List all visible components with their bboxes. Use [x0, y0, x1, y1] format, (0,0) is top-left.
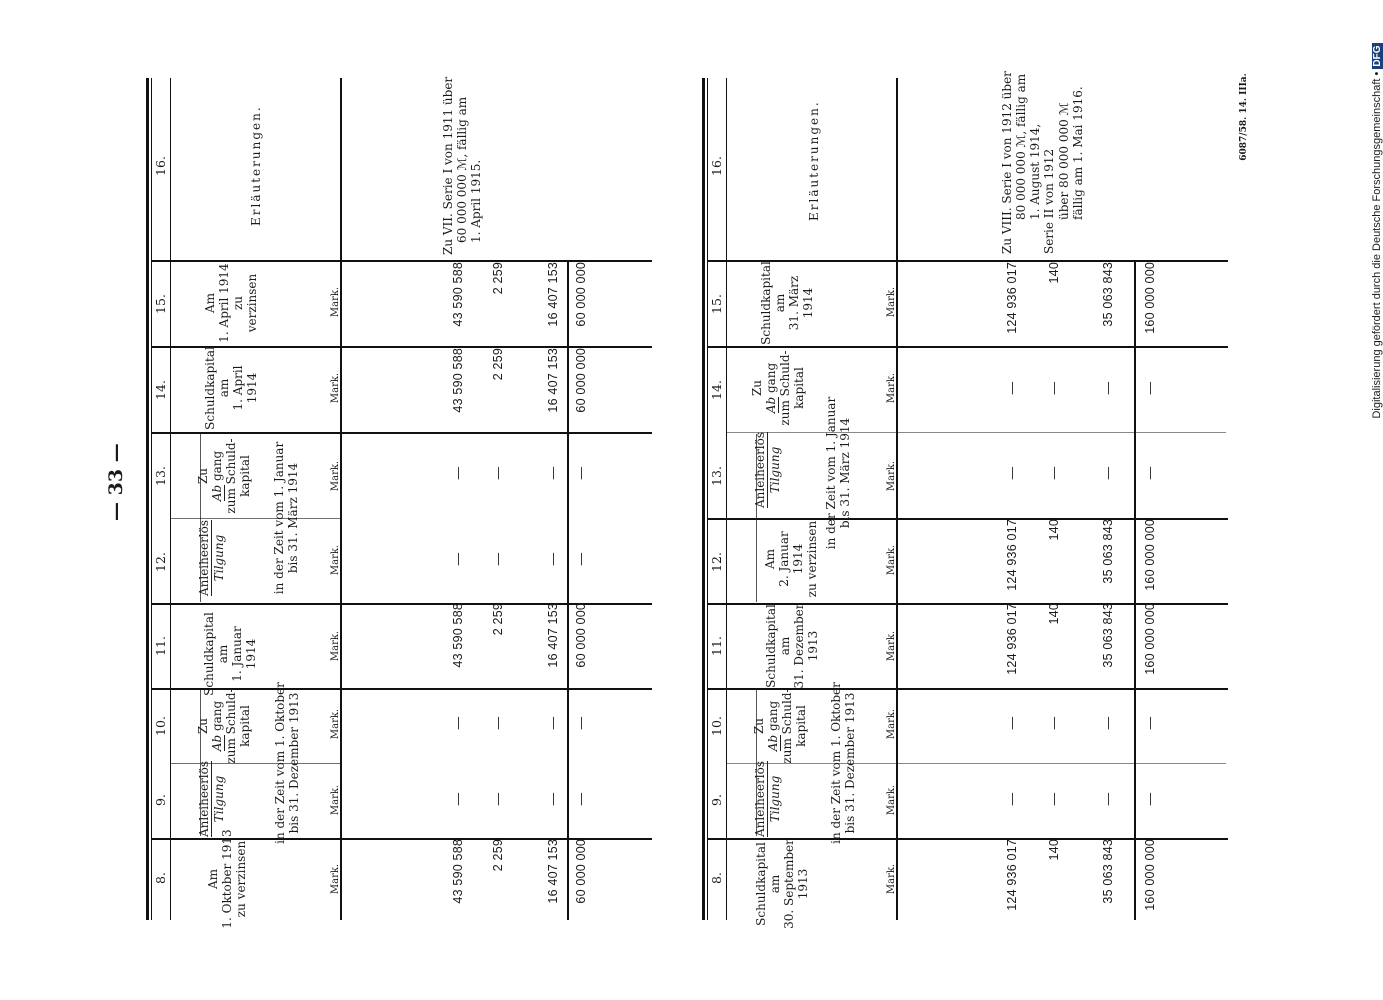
col-number: 16. — [153, 156, 168, 176]
t2-header-col10 — [752, 688, 808, 764]
page-number-value: 33 — [105, 468, 127, 496]
t1-header-col12 — [197, 519, 233, 597]
t1-header-col11 — [202, 612, 280, 696]
cell: — — [1101, 716, 1115, 730]
header-line: 1. April 1914 — [217, 263, 232, 343]
col-number: 8. — [153, 872, 168, 884]
cell: — — [1101, 381, 1115, 395]
col-number: 14. — [709, 380, 724, 400]
unit-label: Mark. — [886, 863, 897, 895]
header-line: zum Schuld- — [778, 350, 793, 426]
cell: 124 936 017 — [1005, 839, 1019, 911]
header-zu: Zu — [196, 467, 210, 485]
header-line: 1. Januar — [230, 626, 245, 682]
header-zu: Zu — [196, 717, 210, 735]
header-line: 31. Dezember — [792, 603, 807, 689]
cell-sum: — — [574, 792, 588, 806]
col-number: 13. — [709, 466, 724, 486]
cell-sum: 160 000 000 — [1143, 603, 1157, 675]
cell: 2 259 — [491, 839, 505, 872]
header-line: Schuldkapital — [203, 346, 217, 430]
col-number: 9. — [709, 794, 724, 806]
unit-label: Mark. — [886, 544, 897, 576]
header-gang: gang — [210, 450, 225, 482]
header-ab: Ab — [766, 734, 781, 752]
cell-sum: 60 000 000 — [574, 348, 588, 413]
unit-label: Mark. — [886, 784, 897, 816]
t1-header-col15 — [203, 261, 279, 345]
header-line: am — [778, 636, 793, 656]
unit-label: Mark. — [330, 708, 341, 740]
t1-header-col13 — [196, 438, 252, 514]
header-gang: gang — [764, 362, 779, 394]
header-line: 1914 — [244, 638, 259, 670]
t2-header-col9 — [753, 760, 789, 838]
header-line: Am — [203, 292, 217, 314]
cell: — — [1047, 381, 1061, 395]
note-line: fällig am 1. Mai 1916. — [1070, 86, 1085, 220]
note-line: Zu VII. Serie I von 1911 über — [441, 76, 455, 255]
header-line: 30. September — [782, 839, 797, 929]
header-line: zum Schuld- — [224, 688, 239, 764]
t1-header-col10 — [196, 688, 252, 764]
note-line: Serie II von 1912 — [1042, 148, 1057, 254]
header-line: 1914 — [791, 543, 806, 575]
header-line: 31. März — [787, 275, 802, 331]
header-line: zum Schuld- — [224, 438, 239, 514]
cell: 35 063 843 — [1101, 603, 1115, 668]
header-line: Anleiheerlös — [753, 431, 767, 509]
header-line: in der Zeit vom 1. Januar — [824, 396, 838, 550]
header-line: verzinsen — [245, 273, 260, 333]
header-line: bis 31. März 1914 — [286, 462, 301, 574]
page-dash-right: — — [105, 443, 127, 463]
cell: 43 590 588 — [451, 839, 465, 904]
cell: — — [546, 792, 560, 806]
cell: 16 407 153 — [546, 348, 560, 413]
header-line: Erläuterungen. — [807, 100, 821, 221]
page-dash-left: — — [105, 502, 127, 521]
col-number: 15. — [709, 294, 724, 314]
cell: 35 063 843 — [1101, 839, 1115, 904]
col-number: 12. — [153, 552, 168, 572]
cell: — — [491, 716, 505, 730]
col-number: 8. — [709, 872, 724, 884]
cell: 35 063 843 — [1101, 262, 1115, 327]
header-line: Schuldkapital — [764, 604, 778, 688]
cell: 43 590 588 — [451, 603, 465, 668]
t2-header-period-jan — [824, 396, 860, 550]
col-number: 14. — [153, 380, 168, 400]
header-line: zum Schuld- — [780, 688, 795, 764]
header-line: 1. April — [231, 365, 246, 411]
t1-header-period-jan — [272, 441, 308, 595]
unit-label: Mark. — [330, 784, 341, 816]
t2-header-col14 — [750, 350, 806, 426]
col-number: 10. — [153, 716, 168, 736]
header-line: kapital — [238, 705, 253, 747]
header-line: am — [773, 293, 788, 313]
col-number: 15. — [153, 294, 168, 314]
header-line: in der Zeit vom 1. Oktober — [273, 682, 287, 844]
cell: — — [546, 466, 560, 480]
note-line: 1. August 1914, — [1028, 123, 1043, 220]
sidebar-credit — [1371, 31, 1383, 431]
header-line: Schuldkapital — [759, 261, 773, 345]
cell: — — [491, 552, 505, 566]
header-line: kapital — [238, 455, 253, 497]
cell: 140 — [1047, 839, 1061, 861]
cell: — — [1047, 716, 1061, 730]
unit-label: Mark. — [886, 286, 897, 318]
cell: — — [491, 792, 505, 806]
cell: — — [1005, 466, 1019, 480]
header-line: kapital — [792, 367, 807, 409]
header-ab: Ab — [764, 396, 779, 414]
cell-sum: — — [1143, 381, 1157, 395]
cell-sum: — — [1143, 716, 1157, 730]
note-line: 1. April 1915. — [469, 159, 484, 243]
t2-header-col8 — [754, 836, 832, 932]
dfg-logo: DFG — [1372, 45, 1383, 67]
header-line: 2. Januar — [777, 531, 792, 587]
col-number: 11. — [153, 636, 168, 656]
cell: — — [1101, 792, 1115, 806]
col-number: 11. — [709, 636, 724, 656]
cell: — — [451, 466, 465, 480]
header-line: Am — [206, 868, 220, 890]
t1-header-period-okt — [273, 682, 309, 844]
unit-label: Mark. — [886, 630, 897, 662]
cell: 2 259 — [491, 348, 505, 381]
cell: 124 936 017 — [1005, 262, 1019, 334]
t2-header-col15 — [759, 261, 835, 345]
cell-sum: 160 000 000 — [1143, 519, 1157, 591]
cell-sum: — — [574, 716, 588, 730]
header-line: zu — [231, 295, 246, 311]
header-line: zu verzinsen — [234, 840, 249, 918]
header-line: 1913 — [796, 868, 811, 900]
unit-label: Mark. — [330, 372, 341, 404]
header-line: Anleiheerlös — [197, 760, 211, 838]
t1-header-col14 — [203, 346, 279, 430]
cell-sum: — — [574, 466, 588, 480]
cell: — — [1005, 792, 1019, 806]
header-line: Tilgung — [768, 446, 783, 494]
cell: 43 590 588 — [451, 262, 465, 327]
header-zu: Zu — [752, 717, 766, 735]
t2-note — [1000, 64, 1110, 254]
cell: — — [546, 552, 560, 566]
header-line: in der Zeit vom 1. Oktober — [829, 682, 843, 844]
cell: — — [546, 716, 560, 730]
header-line: Tilgung — [212, 775, 227, 823]
header-line: Schuldkapital — [202, 612, 216, 696]
t1-note — [441, 76, 505, 255]
unit-label: Mark. — [330, 286, 341, 318]
header-gang: gang — [210, 700, 225, 732]
t2-header-col16 — [807, 101, 825, 221]
cell: — — [1047, 466, 1061, 480]
page-number — [105, 443, 129, 521]
unit-label: Mark. — [330, 544, 341, 576]
cell-sum: 160 000 000 — [1143, 839, 1157, 911]
cell-sum: 60 000 000 — [574, 839, 588, 904]
note-line: 80 000 000 ℳ, fällig am — [1014, 73, 1029, 220]
header-line: 1914 — [801, 287, 816, 319]
cell: — — [1101, 466, 1115, 480]
cell: — — [451, 716, 465, 730]
cell-sum: — — [1143, 792, 1157, 806]
cell-sum: 60 000 000 — [574, 603, 588, 668]
cell: — — [1005, 716, 1019, 730]
cell: 16 407 153 — [546, 603, 560, 668]
header-line: am — [217, 378, 232, 398]
cell: — — [451, 552, 465, 566]
header-line: Tilgung — [212, 534, 227, 582]
t2-header-col11 — [764, 598, 842, 694]
header-line: Tilgung — [768, 775, 783, 823]
cell-sum: — — [1143, 466, 1157, 480]
header-line: Am — [763, 548, 777, 570]
cell-sum: — — [574, 552, 588, 566]
header-line: 1914 — [245, 372, 260, 404]
header-zu: Zu — [750, 379, 764, 397]
header-line: zu verzinsen — [805, 520, 820, 598]
header-line: in der Zeit vom 1. Januar — [272, 441, 286, 595]
unit-label: Mark. — [886, 708, 897, 740]
cell: — — [451, 792, 465, 806]
sidebar-credit-text: Digitalisierung gefördert durch die Deutsche Forschungsgemeinschaft • — [1371, 71, 1383, 419]
note-line: Zu VIII. Serie I von 1912 über — [1000, 71, 1014, 254]
cell: — — [1047, 792, 1061, 806]
header-line: bis 31. März 1914 — [838, 417, 853, 529]
cell: 35 063 843 — [1101, 519, 1115, 584]
header-line: am — [768, 874, 783, 894]
cell: 16 407 153 — [546, 839, 560, 904]
cell: — — [491, 466, 505, 480]
unit-label: Mark. — [330, 630, 341, 662]
header-line: kapital — [794, 705, 809, 747]
cell: 2 259 — [491, 262, 505, 295]
note-line: 60 000 000 ℳ, fällig am — [455, 96, 470, 243]
col-number: 12. — [709, 552, 724, 572]
footer-code-text: 6087/58. 14. IIIa. — [1239, 73, 1249, 161]
footer-code — [1239, 67, 1253, 167]
cell: 43 590 588 — [451, 348, 465, 413]
header-line: Anleiheerlös — [197, 519, 211, 597]
cell-sum: 60 000 000 — [574, 262, 588, 327]
cell: 2 259 — [491, 603, 505, 636]
header-ab: Ab — [210, 484, 225, 502]
header-line: 1. Oktober 1913 — [220, 829, 235, 929]
cell: — — [1005, 381, 1019, 395]
cell: 124 936 017 — [1005, 519, 1019, 591]
unit-label: Mark. — [330, 863, 341, 895]
cell: 140 — [1047, 519, 1061, 541]
header-line: bis 31. Dezember 1913 — [287, 692, 302, 834]
t1-header-col8 — [206, 829, 268, 929]
unit-label: Mark. — [886, 372, 897, 404]
header-line: bis 31. Dezember 1913 — [843, 692, 858, 834]
cell: 140 — [1047, 262, 1061, 284]
unit-label: Mark. — [886, 460, 897, 492]
note-line: über 80 000 000 ℳ — [1056, 102, 1071, 220]
t2-header-period-okt — [829, 682, 865, 844]
col-number: 13. — [153, 466, 168, 486]
t1-header-col16 — [249, 106, 267, 226]
header-ab: Ab — [210, 734, 225, 752]
header-line: Anleiheerlös — [753, 760, 767, 838]
cell-sum: 160 000 000 — [1143, 262, 1157, 334]
header-line: Erläuterungen. — [249, 105, 263, 226]
col-number: 16. — [709, 156, 724, 176]
header-gang: gang — [766, 700, 781, 732]
unit-label: Mark. — [330, 460, 341, 492]
cell: 124 936 017 — [1005, 603, 1019, 675]
t2-header-col13 — [753, 431, 789, 509]
col-number: 10. — [709, 716, 724, 736]
header-line: am — [216, 644, 231, 664]
cell: 140 — [1047, 603, 1061, 625]
col-number: 9. — [153, 794, 168, 806]
header-line: Schuldkapital — [754, 842, 768, 926]
cell: 16 407 153 — [546, 262, 560, 327]
header-line: 1913 — [806, 630, 821, 662]
t1-header-col9 — [197, 760, 233, 838]
